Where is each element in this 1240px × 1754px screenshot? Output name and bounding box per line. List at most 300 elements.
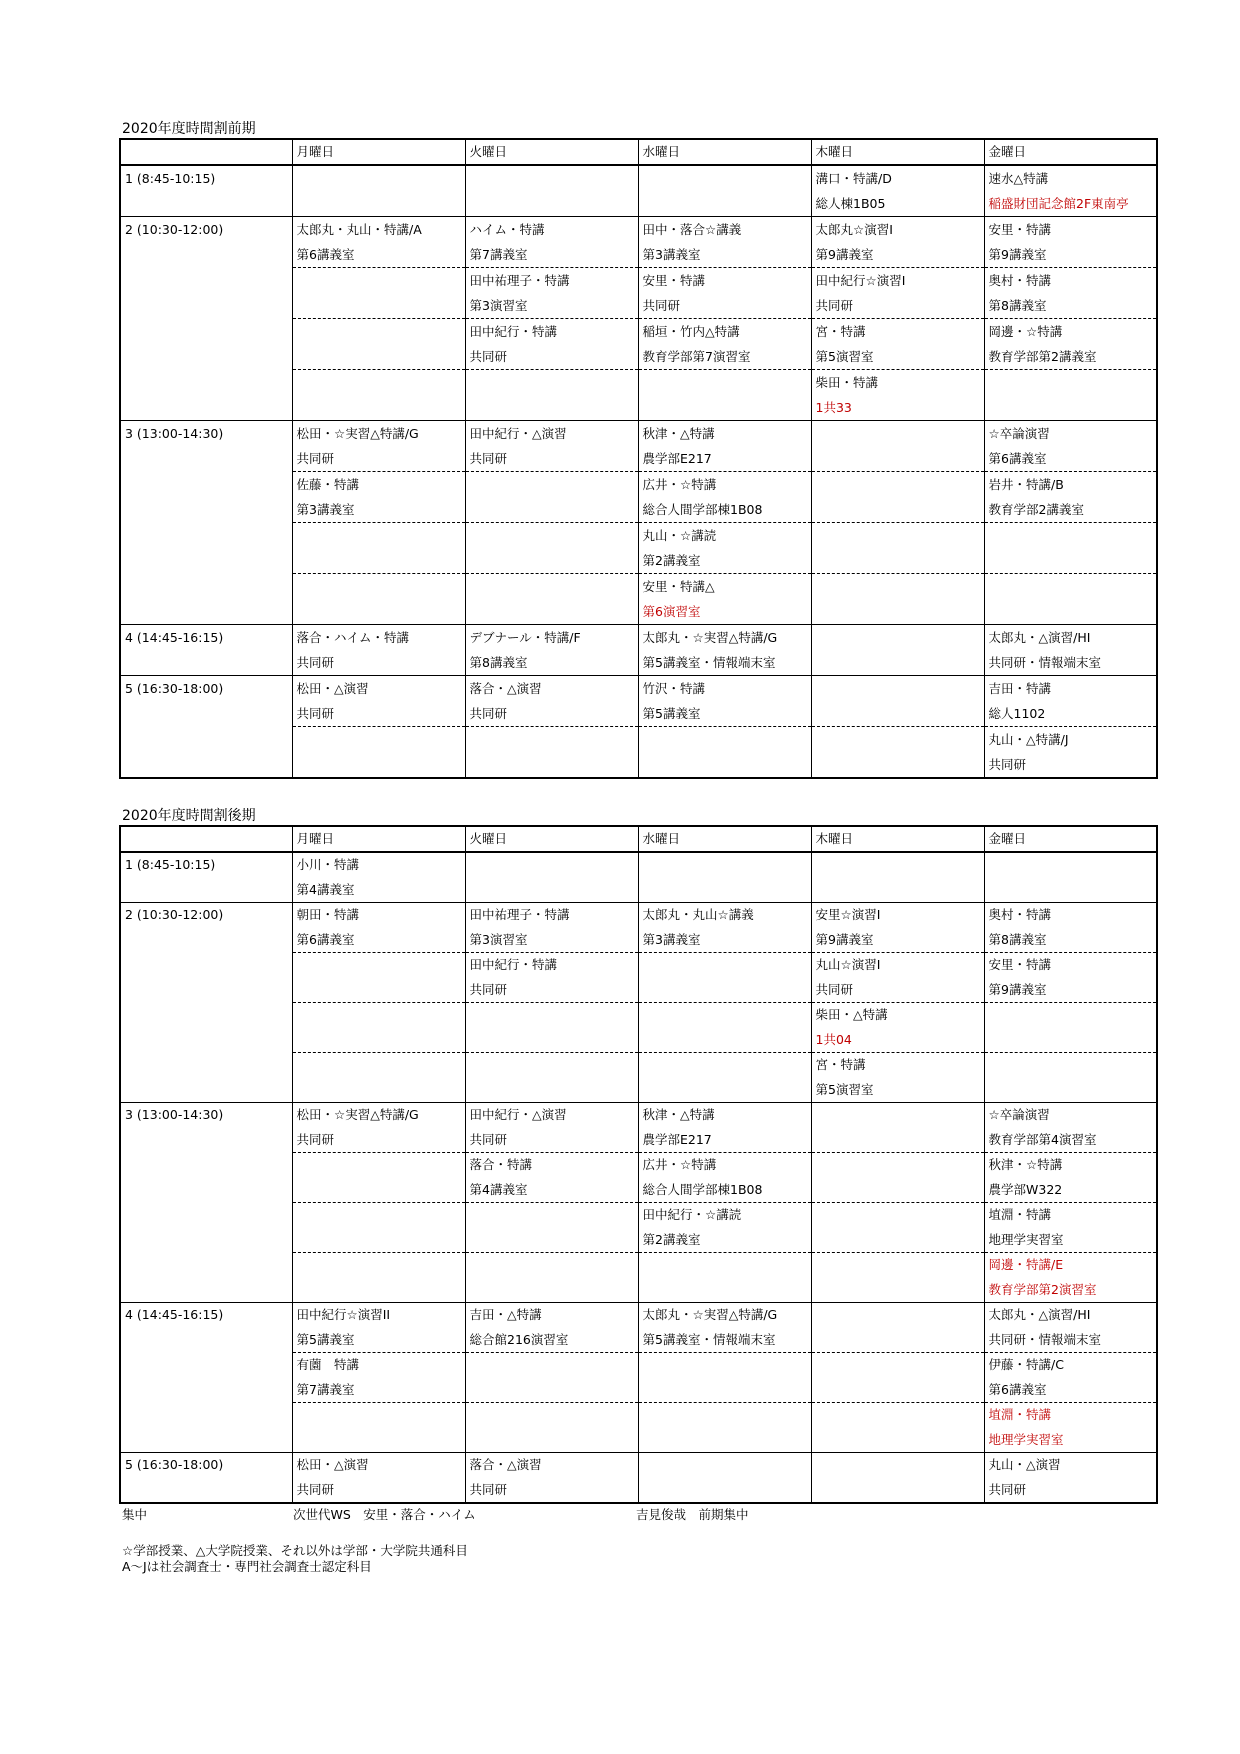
table-row	[120, 676, 1157, 702]
course-room: 第5講義室	[638, 701, 811, 727]
day-header: 月曜日	[292, 139, 465, 165]
course-room: 教育学部2講義室	[984, 497, 1157, 523]
empty-cell	[465, 1228, 638, 1253]
course-name: 速水△特講	[984, 165, 1157, 191]
empty-cell	[811, 497, 984, 523]
period-label: 3 (13:00-14:30)	[120, 1103, 292, 1128]
empty-cell	[465, 752, 638, 778]
course-name: 奥村・特講	[984, 268, 1157, 294]
course-room: 共同研	[292, 446, 465, 472]
second-semester-timetable	[119, 825, 1158, 1504]
period-label-blank	[120, 599, 292, 625]
period-label-blank	[120, 978, 292, 1003]
period-label-blank	[120, 1328, 292, 1353]
course-name: 田中祐理子・特講	[465, 903, 638, 928]
empty-cell	[292, 1428, 465, 1453]
empty-cell	[292, 548, 465, 574]
course-room: 共同研	[292, 650, 465, 676]
empty-cell	[638, 1403, 811, 1428]
course-room: 第6講義室	[292, 928, 465, 953]
course-name: 太郎丸・☆実習△特講/G	[638, 625, 811, 651]
period-label: 1 (8:45-10:15)	[125, 857, 216, 872]
empty-cell	[984, 395, 1157, 421]
empty-cell	[811, 727, 984, 753]
empty-cell	[811, 1153, 984, 1178]
empty-cell	[811, 1403, 984, 1428]
course-name: 田中紀行☆演習Ⅰ	[811, 268, 984, 294]
empty-cell	[811, 1478, 984, 1504]
course-name: 落合・特講	[465, 1153, 638, 1178]
table-row	[120, 1328, 1157, 1353]
empty-cell	[811, 1378, 984, 1403]
period-label-blank	[120, 1253, 292, 1278]
period-label-blank	[120, 1053, 292, 1078]
period-label: 1 (8:45-10:15)	[125, 171, 216, 186]
period-label: 2 (10:30-12:00)	[120, 217, 292, 243]
empty-cell	[638, 1478, 811, 1504]
course-room: 第3講義室	[638, 242, 811, 268]
course-room: 第5講義室・情報端末室	[638, 650, 811, 676]
empty-cell	[465, 548, 638, 574]
empty-cell	[465, 497, 638, 523]
empty-cell	[638, 953, 811, 978]
legend-note-1: ☆学部授業、△大学院授業、それ以外は学部・大学院共通科目	[122, 1543, 468, 1558]
empty-cell	[638, 978, 811, 1003]
empty-cell	[465, 191, 638, 217]
table-row	[120, 599, 1157, 625]
empty-cell	[292, 1153, 465, 1178]
empty-cell	[811, 1428, 984, 1453]
course-name: 丸山☆演習Ⅰ	[811, 953, 984, 978]
course-room: 教育学部第7演習室	[638, 344, 811, 370]
empty-cell	[465, 1278, 638, 1303]
day-header: 月曜日	[292, 826, 465, 852]
course-room: 共同研	[292, 1128, 465, 1153]
course-room: 第3演習室	[465, 293, 638, 319]
course-room: 第4講義室	[465, 1178, 638, 1203]
empty-cell	[292, 1203, 465, 1228]
course-name: 佐藤・特講	[292, 472, 465, 498]
table-row	[120, 1153, 1157, 1178]
table-row	[120, 625, 1157, 651]
course-name: 岩井・特講/B	[984, 472, 1157, 498]
table-row	[120, 165, 1157, 191]
empty-cell	[638, 852, 811, 878]
intensive-course-2: 吉見俊哉 前期集中	[636, 1507, 749, 1522]
course-name: 田中祐理子・特講	[465, 268, 638, 294]
course-name: 埴淵・特講	[984, 1403, 1157, 1428]
course-name: 田中紀行・△演習	[465, 1103, 638, 1128]
table-row	[120, 701, 1157, 727]
empty-cell	[638, 1378, 811, 1403]
empty-cell	[638, 1253, 811, 1278]
empty-cell	[811, 421, 984, 447]
empty-cell	[984, 599, 1157, 625]
empty-cell	[811, 1253, 984, 1278]
course-room: 第8講義室	[984, 293, 1157, 319]
table-row	[120, 878, 1157, 903]
course-name: 田中紀行☆演習II	[292, 1303, 465, 1328]
period-label-blank	[120, 395, 292, 421]
table-row	[120, 752, 1157, 778]
period-label-blank	[120, 268, 292, 294]
empty-cell	[465, 1053, 638, 1078]
empty-cell	[292, 165, 465, 191]
empty-cell	[465, 370, 638, 396]
course-name: 太郎丸・△演習/HI	[984, 1303, 1157, 1328]
empty-cell	[465, 165, 638, 191]
period-label-blank	[120, 497, 292, 523]
day-header: 水曜日	[638, 826, 811, 852]
course-room: 第5演習室	[811, 344, 984, 370]
empty-cell	[465, 1253, 638, 1278]
course-room: 共同研	[811, 293, 984, 319]
course-room: 稲盛財団記念館2F東南亭	[984, 191, 1157, 217]
course-room: 1共33	[811, 395, 984, 421]
course-room: 共同研	[811, 978, 984, 1003]
course-room: 第2講義室	[638, 548, 811, 574]
table-row	[120, 574, 1157, 600]
course-room: 第7講義室	[292, 1378, 465, 1403]
empty-cell	[292, 574, 465, 600]
empty-cell	[984, 370, 1157, 396]
table-row	[120, 727, 1157, 753]
course-name: 田中・落合☆講義	[638, 217, 811, 243]
empty-cell	[465, 523, 638, 549]
empty-cell	[292, 370, 465, 396]
empty-cell	[811, 676, 984, 702]
course-name: 有薗 特講	[292, 1353, 465, 1378]
course-room: 第3講義室	[292, 497, 465, 523]
empty-cell	[984, 1078, 1157, 1103]
course-name: 丸山・△演習	[984, 1453, 1157, 1478]
course-name: 岡邊・特講/E	[984, 1253, 1157, 1278]
period-label: 5 (16:30-18:00)	[120, 676, 292, 702]
empty-cell	[638, 191, 811, 217]
empty-cell	[292, 1053, 465, 1078]
empty-cell	[638, 1053, 811, 1078]
course-name: 安里☆演習Ⅰ	[811, 903, 984, 928]
course-name: 松田・☆実習△特講/G	[292, 1103, 465, 1128]
table-row	[120, 903, 1157, 928]
empty-cell	[811, 1178, 984, 1203]
empty-cell	[292, 1078, 465, 1103]
empty-cell	[465, 395, 638, 421]
course-room: 共同研・情報端末室	[984, 1328, 1157, 1353]
period-label-blank	[120, 548, 292, 574]
table-row	[120, 1453, 1157, 1478]
course-room: 教育学部第4演習室	[984, 1128, 1157, 1153]
table-row	[120, 523, 1157, 549]
course-name: 竹沢・特講	[638, 676, 811, 702]
table-row	[120, 293, 1157, 319]
empty-cell	[638, 1278, 811, 1303]
period-label-blank	[120, 650, 292, 676]
course-room: 農学部W322	[984, 1178, 1157, 1203]
empty-cell	[811, 701, 984, 727]
course-name: 太郎丸・△演習/HI	[984, 625, 1157, 651]
empty-cell	[638, 1453, 811, 1478]
course-name: 松田・△演習	[292, 676, 465, 702]
course-room: 農学部E217	[638, 446, 811, 472]
course-name: 小川・特講	[292, 852, 465, 878]
table-row	[120, 852, 1157, 878]
course-name: 秋津・☆特講	[984, 1153, 1157, 1178]
table-row	[120, 1178, 1157, 1203]
course-name: ハイム・特講	[465, 217, 638, 243]
empty-cell	[292, 727, 465, 753]
empty-cell	[811, 650, 984, 676]
empty-cell	[638, 1003, 811, 1028]
empty-cell	[465, 1353, 638, 1378]
table-row	[120, 1053, 1157, 1078]
empty-cell	[638, 752, 811, 778]
period-label-blank	[120, 446, 292, 472]
course-room: 第6講義室	[984, 446, 1157, 472]
empty-cell	[465, 1028, 638, 1053]
period-label-blank	[120, 191, 292, 217]
empty-cell	[292, 1028, 465, 1053]
empty-cell	[292, 191, 465, 217]
course-room: 共同研	[465, 1128, 638, 1153]
course-room: 第6演習室	[638, 599, 811, 625]
table-row	[120, 978, 1157, 1003]
period-label-blank	[120, 1203, 292, 1228]
period-label: 3 (13:00-14:30)	[120, 421, 292, 447]
course-name: 丸山・△特講/J	[984, 727, 1157, 753]
empty-cell	[292, 752, 465, 778]
course-room: 第9講義室	[984, 242, 1157, 268]
course-name: 秋津・△特講	[638, 421, 811, 447]
course-name: 落合・ハイム・特講	[292, 625, 465, 651]
course-room: 共同研	[292, 701, 465, 727]
empty-cell	[465, 1078, 638, 1103]
empty-cell	[811, 446, 984, 472]
course-name: 太郎丸・丸山・特講/A	[292, 217, 465, 243]
course-name: 埴淵・特講	[984, 1203, 1157, 1228]
empty-cell	[638, 727, 811, 753]
empty-cell	[811, 548, 984, 574]
course-name: 田中紀行・特講	[465, 953, 638, 978]
table-row	[120, 217, 1157, 243]
table-row	[120, 1428, 1157, 1453]
empty-cell	[292, 1178, 465, 1203]
period-label: 5 (16:30-18:00)	[120, 1453, 292, 1478]
table-row	[120, 650, 1157, 676]
corner-cell	[120, 139, 292, 165]
table-row	[120, 1003, 1157, 1028]
table-row	[120, 1303, 1157, 1328]
table-row	[120, 472, 1157, 498]
course-room: 共同研	[465, 446, 638, 472]
empty-cell	[292, 395, 465, 421]
course-room: 第9講義室	[811, 928, 984, 953]
course-room: 共同研	[984, 752, 1157, 778]
period-label-blank	[120, 1278, 292, 1303]
period-label-blank	[120, 1428, 292, 1453]
empty-cell	[638, 370, 811, 396]
empty-cell	[811, 1278, 984, 1303]
empty-cell	[811, 1353, 984, 1378]
empty-cell	[292, 1253, 465, 1278]
course-name: 稲垣・竹内△特講	[638, 319, 811, 345]
period-label-blank	[120, 953, 292, 978]
empty-cell	[465, 1378, 638, 1403]
table-row	[120, 242, 1157, 268]
header-row	[120, 826, 1157, 852]
course-room: 共同研	[292, 1478, 465, 1504]
header-row	[120, 139, 1157, 165]
table-row	[120, 1378, 1157, 1403]
empty-cell	[638, 165, 811, 191]
course-room: 第7講義室	[465, 242, 638, 268]
course-room: 第4講義室	[292, 878, 465, 903]
empty-cell	[465, 472, 638, 498]
course-room: 共同研	[465, 978, 638, 1003]
empty-cell	[984, 523, 1157, 549]
empty-cell	[811, 599, 984, 625]
table-row	[120, 446, 1157, 472]
corner-cell	[120, 826, 292, 852]
course-room: 教育学部第2講義室	[984, 344, 1157, 370]
course-name: 落合・△演習	[465, 1453, 638, 1478]
first-semester-title: 2020年度時間割前期	[122, 121, 256, 137]
period-label-blank	[120, 878, 292, 903]
empty-cell	[638, 1428, 811, 1453]
empty-cell	[811, 1203, 984, 1228]
empty-cell	[292, 1278, 465, 1303]
period-label-blank	[120, 1403, 292, 1428]
empty-cell	[292, 953, 465, 978]
empty-cell	[465, 1428, 638, 1453]
day-header: 火曜日	[465, 139, 638, 165]
course-name: 太郎丸☆演習Ⅰ	[811, 217, 984, 243]
first-semester-timetable	[119, 138, 1158, 779]
table-row	[120, 928, 1157, 953]
empty-cell	[984, 852, 1157, 878]
table-row	[120, 1078, 1157, 1103]
empty-cell	[465, 1203, 638, 1228]
course-name: 秋津・△特講	[638, 1103, 811, 1128]
period-label: 4 (14:45-16:15)	[120, 625, 292, 651]
course-name: 松田・☆実習△特講/G	[292, 421, 465, 447]
period-label-blank	[120, 370, 292, 396]
course-room: 第3演習室	[465, 928, 638, 953]
second-semester-title: 2020年度時間割後期	[122, 808, 256, 824]
course-name: 安里・特講	[984, 217, 1157, 243]
empty-cell	[811, 852, 984, 878]
table-row	[120, 953, 1157, 978]
empty-cell	[811, 1328, 984, 1353]
course-room: 教育学部第2演習室	[984, 1278, 1157, 1303]
empty-cell	[984, 574, 1157, 600]
period-label-blank	[120, 293, 292, 319]
course-room: 第5講義室	[292, 1328, 465, 1353]
course-name: 伊藤・特講/C	[984, 1353, 1157, 1378]
table-row	[120, 497, 1157, 523]
table-row	[120, 1353, 1157, 1378]
course-room: 共同研	[638, 293, 811, 319]
course-room: 第5講義室・情報端末室	[638, 1328, 811, 1353]
empty-cell	[811, 1228, 984, 1253]
period-label-blank	[120, 574, 292, 600]
course-room: 総人棟1B05	[811, 191, 984, 217]
empty-cell	[811, 523, 984, 549]
course-name: 吉田・△特講	[465, 1303, 638, 1328]
course-room: 地理学実習室	[984, 1428, 1157, 1453]
course-room: 第9講義室	[984, 978, 1157, 1003]
day-header: 金曜日	[984, 826, 1157, 852]
table-row	[120, 1478, 1157, 1504]
course-name: 安里・特講	[984, 953, 1157, 978]
course-room: 共同研	[465, 701, 638, 727]
course-name: 田中紀行・特講	[465, 319, 638, 345]
day-header: 水曜日	[638, 139, 811, 165]
course-room: 総人1102	[984, 701, 1157, 727]
empty-cell	[811, 625, 984, 651]
empty-cell	[292, 1403, 465, 1428]
period-label-blank	[120, 472, 292, 498]
period-label-blank	[120, 344, 292, 370]
empty-cell	[465, 574, 638, 600]
period-label-blank	[120, 928, 292, 953]
table-row	[120, 421, 1157, 447]
empty-cell	[292, 293, 465, 319]
course-room: 共同研	[465, 1478, 638, 1504]
period-label-blank	[120, 1353, 292, 1378]
table-row	[120, 1403, 1157, 1428]
period-label-blank	[120, 1003, 292, 1028]
course-name: 落合・△演習	[465, 676, 638, 702]
day-header: 火曜日	[465, 826, 638, 852]
empty-cell	[811, 1303, 984, 1328]
course-name: ☆卒論演習	[984, 421, 1157, 447]
empty-cell	[638, 395, 811, 421]
empty-cell	[811, 1128, 984, 1153]
course-name: 松田・△演習	[292, 1453, 465, 1478]
period-label-blank	[120, 1128, 292, 1153]
course-name: 安里・特講	[638, 268, 811, 294]
period-label-blank	[120, 1378, 292, 1403]
course-name: 柴田・△特講	[811, 1003, 984, 1028]
table-row	[120, 344, 1157, 370]
course-room: 共同研	[465, 344, 638, 370]
table-row	[120, 395, 1157, 421]
empty-cell	[811, 1453, 984, 1478]
period-label-blank	[120, 1478, 292, 1504]
empty-cell	[638, 1028, 811, 1053]
course-name: 広井・☆特講	[638, 1153, 811, 1178]
table-row	[120, 319, 1157, 345]
empty-cell	[465, 878, 638, 903]
empty-cell	[638, 1353, 811, 1378]
period-label: 4 (14:45-16:15)	[120, 1303, 292, 1328]
course-room: 第8講義室	[984, 928, 1157, 953]
table-row	[120, 548, 1157, 574]
course-room: 第9講義室	[811, 242, 984, 268]
course-room: 第3講義室	[638, 928, 811, 953]
day-header: 木曜日	[811, 139, 984, 165]
empty-cell	[811, 472, 984, 498]
course-name: 柴田・特講	[811, 370, 984, 396]
legend-note-2: A～Jは社会調査士・専門社会調査士認定科目	[122, 1559, 372, 1574]
empty-cell	[638, 878, 811, 903]
empty-cell	[292, 978, 465, 1003]
empty-cell	[984, 1003, 1157, 1028]
intensive-label: 集中	[122, 1507, 148, 1522]
course-name: 広井・☆特講	[638, 472, 811, 498]
empty-cell	[638, 1078, 811, 1103]
